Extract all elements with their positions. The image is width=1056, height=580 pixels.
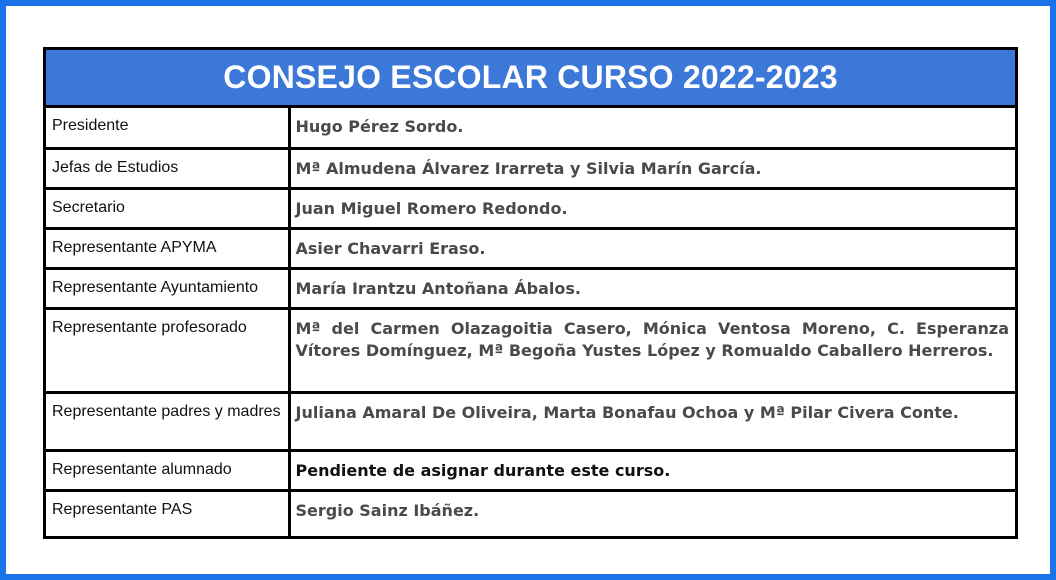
role-cell: Representante Ayuntamiento xyxy=(46,268,289,308)
role-cell: Secretario xyxy=(46,188,289,228)
names-cell: Sergio Sainz Ibáñez. xyxy=(289,490,1015,536)
role-cell: Representante APYMA xyxy=(46,228,289,268)
table-row xyxy=(46,228,1015,268)
table-row xyxy=(46,188,1015,228)
names-cell: Hugo Pérez Sordo. xyxy=(289,108,1015,148)
council-table xyxy=(43,47,1018,539)
names-cell: Mª Almudena Álvarez Irarreta y Silvia Marín García. xyxy=(289,148,1015,188)
table-row xyxy=(46,148,1015,188)
role-cell: Jefas de Estudios xyxy=(46,148,289,188)
members-table xyxy=(46,108,1015,536)
names-cell: Juan Miguel Romero Redondo. xyxy=(289,188,1015,228)
role-cell: Representante padres y madres xyxy=(46,392,289,450)
table-row xyxy=(46,490,1015,536)
table-row xyxy=(46,392,1015,450)
table-row xyxy=(46,308,1015,392)
names-cell: Mª del Carmen Olazagoitia Casero, Mónica Ventosa Moreno, C. Esperanza Vítores Domínguez, Mª Begoña Yustes López y Romualdo Caballero Herreros. xyxy=(289,308,1015,392)
table-title: CONSEJO ESCOLAR CURSO 2022-2023 xyxy=(46,50,1015,108)
names-cell: Pendiente de asignar durante este curso. xyxy=(289,450,1015,490)
role-cell: Representante alumnado xyxy=(46,450,289,490)
names-cell: María Irantzu Antoñana Ábalos. xyxy=(289,268,1015,308)
names-cell: Juliana Amaral De Oliveira, Marta Bonafau Ochoa y Mª Pilar Civera Conte. xyxy=(289,392,1015,450)
role-cell: Presidente xyxy=(46,108,289,148)
role-cell: Representante profesorado xyxy=(46,308,289,392)
names-cell: Asier Chavarri Eraso. xyxy=(289,228,1015,268)
role-cell: Representante PAS xyxy=(46,490,289,536)
table-row xyxy=(46,108,1015,148)
table-row xyxy=(46,450,1015,490)
table-row xyxy=(46,268,1015,308)
